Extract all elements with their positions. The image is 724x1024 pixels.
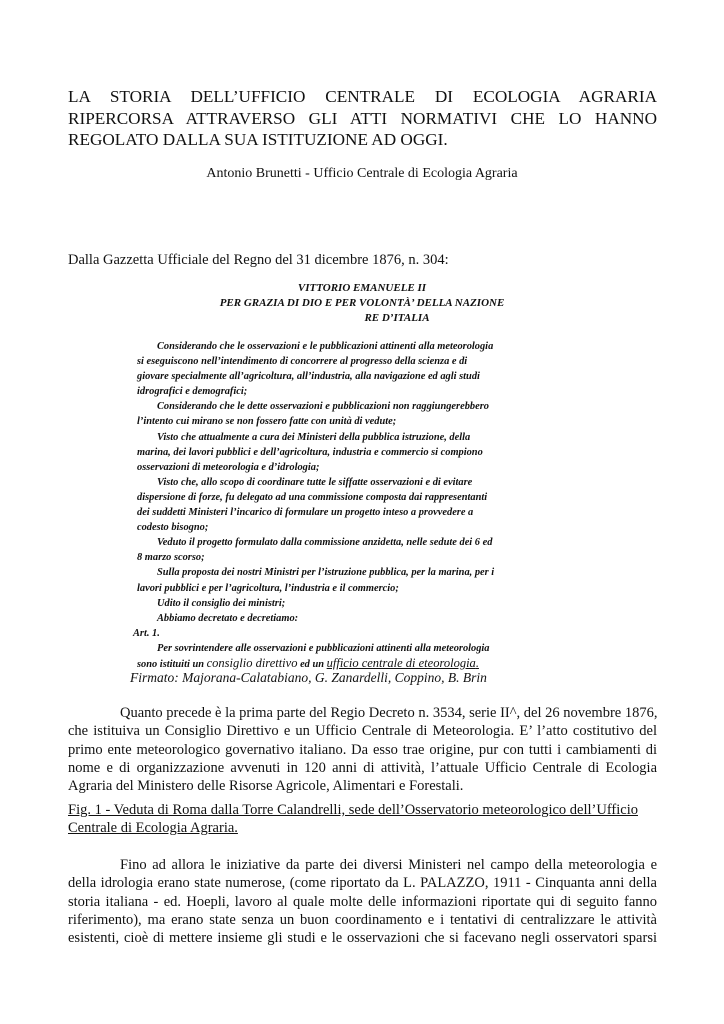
paragraph-line: riferimento), ma erano state senza un buon coordinamento e i tentativi di centralizzare le attività	[68, 911, 657, 928]
decree-line: Considerando che le dette osservazioni e pubblicazioni non raggiungerebbero	[157, 401, 489, 413]
decree-line: si eseguiscono nell’intendimento di concorrere al progresso della scienza e di	[137, 356, 468, 368]
decree-line: Abbiamo decretato e decretiamo:	[157, 612, 299, 624]
signatories: Firmato: Majorana-Calatabiano, G. Zanardelli, Coppino, B. Brin	[130, 670, 487, 685]
paragraph-line: esistenti, cioè di mettere insieme gli studi e le osservazioni che si facevano negli osservatori sparsi	[68, 930, 657, 947]
caption-line: Fig. 1 - Veduta di Roma dalla Torre Calandrelli, sede dell’Osservatorio meteorologico dell’Ufficio	[68, 802, 638, 818]
title-line: RIPERCORSA ATTRAVERSO GLI ATTI NORMATIVI CHE LO HANNO	[68, 108, 657, 128]
decree-line: dei suddetti Ministeri l’incarico di formulare un progetto inteso a provvedere a	[137, 507, 474, 519]
paragraph-line: nome e di organizzazione avvenuti in 120 anni di attività, l’attuale Ufficio Centrale di Ecologia	[68, 759, 657, 776]
document-title	[68, 86, 657, 151]
decree-line: lavori pubblici e per l’agricoltura, l’industria e il commercio;	[137, 582, 399, 594]
decree-line: Udito il consiglio dei ministri;	[157, 597, 286, 609]
caption-line: Centrale di Ecologia Agraria.	[68, 820, 238, 837]
decree-line: osservazioni di meteorologia e d’idrologia;	[137, 461, 320, 473]
paragraph-line: storia italiana - ed. Hoepli, lavoro al quale molte delle informazioni riportate qui di seguito fanno	[68, 893, 657, 910]
decree-line: 8 marzo scorso;	[137, 552, 205, 564]
paragraph-line: Agraria del Ministero delle Risorse Agricole, Alimentari e Forestali.	[68, 778, 464, 795]
decree-last-mid: ed un	[297, 658, 327, 670]
body-paragraph-1	[68, 704, 657, 795]
decree-line: l’intento cui mirano se non fossero fatte con unità di vedute;	[137, 416, 397, 428]
decree-line: Veduto il progetto formulato dalla commissione anzidetta, nelle sedute dei 6 ed	[157, 537, 493, 549]
decree-line: codesto bisogno;	[137, 522, 209, 534]
paragraph-line: Quanto precede è la prima parte del Regio Decreto n. 3534, serie II^, del 26 novembre 1876,	[120, 705, 658, 721]
title-line: REGOLATO DALLA SUA ISTITUZIONE AD OGGI.	[68, 130, 448, 149]
decree-line: Visto che attualmente a cura dei Ministeri della pubblica istruzione, della	[157, 431, 471, 443]
consiglio-direttivo-text: consiglio direttivo	[206, 655, 298, 670]
decree-line: Per sovrintendere alle osservazioni e pubblicazioni attinenti alla meteorologia	[157, 642, 490, 654]
decree-last-period: .	[475, 655, 479, 670]
body-paragraph-2	[68, 856, 657, 947]
source-reference: Dalla Gazzetta Ufficiale del Regno del 31 dicembre 1876, n. 304:	[68, 252, 449, 268]
author-line: Antonio Brunetti - Ufficio Centrale di Ecologia Agraria	[206, 166, 518, 181]
figure-caption	[68, 801, 657, 838]
decree-line: Visto che, allo scopo di coordinare tutte le siffatte osservazioni e di evitare	[157, 476, 473, 488]
decree-line: idrografici e demografici;	[137, 386, 248, 398]
king-title: PER GRAZIA DI DIO E PER VOLONTÀ’ DELLA NAZIONE	[219, 297, 505, 309]
decree-line: Sulla proposta dei nostri Ministri per l’istruzione pubblica, per la marina, per i	[157, 567, 495, 579]
decree-text	[133, 339, 557, 672]
article-heading: Art. 1.	[133, 627, 160, 639]
king-name: VITTORIO EMANUELE II	[297, 282, 427, 294]
paragraph-line: Fino ad allora le iniziative da parte dei diversi Ministeri nel campo della meteorologia e	[120, 857, 657, 873]
decree-line: Considerando che le osservazioni e le pubblicazioni attinenti alla meteorologia	[157, 341, 494, 352]
decree-line: marina, dei lavori pubblici e dell’agricoltura, industria e commercio si compiono	[137, 446, 483, 458]
decree-line: dispersione di forze, fu delegato ad una commissione composta dai rappresentanti	[137, 491, 488, 503]
paragraph-line: della idrologia erano state numerose, (come riportato da L. PALAZZO, 1911 - Cinquanta anni della	[68, 875, 657, 892]
paragraph-line: primo ente meteorologico governativo italiano. Da esso trae origine, pur con tutti i cambiamenti di	[68, 741, 657, 758]
ufficio-centrale-text: ufficio centrale di eteorologia	[326, 655, 476, 670]
decree-line: giovare specialmente all’agricoltura, all’industria, alla navigazione ed agli studi	[137, 371, 480, 383]
decree-last-start: sono istituiti un	[137, 658, 207, 670]
paragraph-line: che istituiva un Consiglio Direttivo e un Ufficio Centrale di Meteorologia. E’ l’atto costitutivo del	[68, 723, 657, 740]
title-line: LA STORIA DELL’UFFICIO CENTRALE DI ECOLOGIA AGRARIA	[68, 87, 657, 106]
king-realm: RE D’ITALIA	[364, 312, 430, 324]
